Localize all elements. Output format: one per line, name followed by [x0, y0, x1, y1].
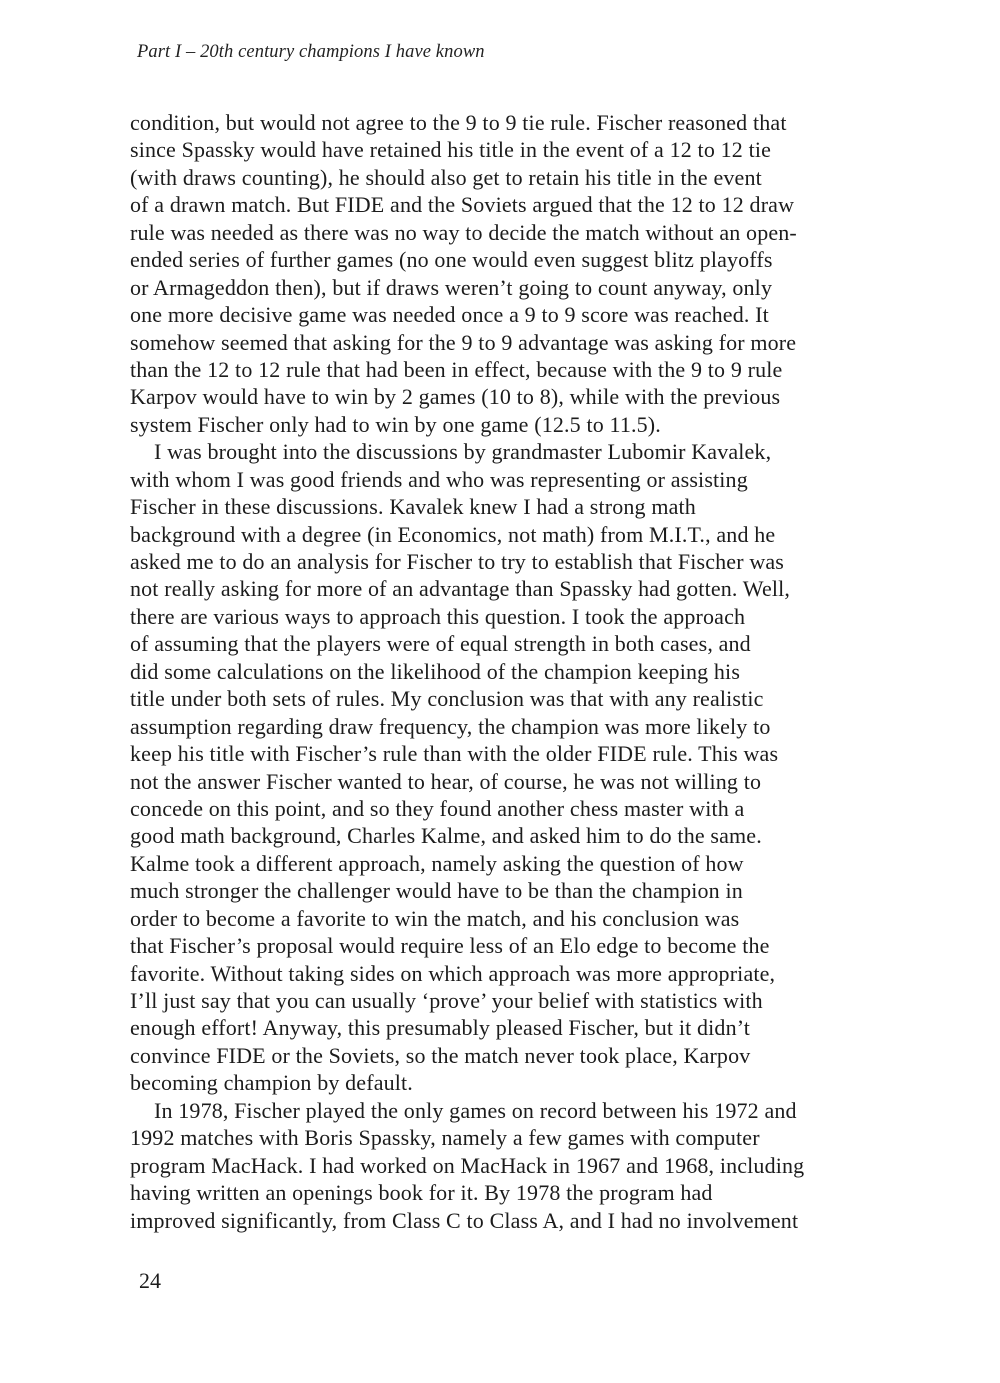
paragraph — [130, 109, 890, 438]
text-line: there are various ways to approach this question. I took the approach — [130, 603, 746, 629]
text-line: of a drawn match. But FIDE and the Soviets argued that the 12 to 12 draw — [130, 192, 795, 218]
text-line: not the answer Fischer wanted to hear, of course, he was not willing to — [130, 768, 762, 794]
paragraph — [130, 438, 890, 1097]
text-line: good math background, Charles Kalme, and asked him to do the same. — [130, 823, 762, 849]
text-line: background with a degree (in Economics, not math) from M.I.T., and he — [130, 521, 776, 547]
text-line: convince FIDE or the Soviets, so the match never took place, Karpov — [130, 1042, 751, 1068]
text-line: than the 12 to 12 rule that had been in effect, because with the 9 to 9 rule — [130, 356, 783, 382]
text-line: keep his title with Fischer’s rule than with the older FIDE rule. This was — [130, 741, 779, 767]
text-line: since Spassky would have retained his title in the event of a 12 to 12 tie — [130, 137, 772, 163]
running-header: Part I – 20th century champions I have known — [137, 42, 485, 62]
text-line: asked me to do an analysis for Fischer to try to establish that Fischer was — [130, 549, 785, 574]
text-line: or Armageddon then), but if draws weren’t going to count anyway, only — [130, 274, 773, 300]
text-line: favorite. Without taking sides on which approach was more appropriate, — [130, 960, 776, 986]
text-line: rule was needed as there was no way to decide the match without an open- — [130, 219, 797, 245]
text-line: enough effort! Anyway, this presumably pleased Fischer, but it didn’t — [130, 1015, 751, 1041]
text-line: ended series of further games (no one would even suggest blitz playoffs — [130, 247, 773, 273]
page-number: 24 — [139, 1268, 161, 1293]
text-line: did some calculations on the likelihood of the champion keeping his — [130, 658, 741, 684]
text-line: somehow seemed that asking for the 9 to 9 advantage was asking for more — [130, 329, 797, 355]
text-line: 1992 matches with Boris Spassky, namely a few games with computer — [130, 1125, 760, 1151]
text-line: with whom I was good friends and who was representing or assisting — [130, 466, 748, 492]
text-line: much stronger the challenger would have to be than the champion in — [130, 878, 743, 904]
text-line: having written an openings book for it. By 1978 the program had — [130, 1180, 713, 1206]
text-line: concede on this point, and so they found another chess master with a — [130, 795, 745, 821]
text-line: becoming champion by default. — [130, 1070, 413, 1096]
text-line: (with draws counting), he should also get to retain his title in the event — [130, 164, 762, 190]
paragraph — [130, 1097, 890, 1234]
text-line: Kalme took a different approach, namely asking the question of how — [130, 850, 744, 876]
text-line: Fischer in these discussions. Kavalek knew I had a strong math — [130, 494, 696, 520]
text-line: one more decisive game was needed once a 9 to 9 score was reached. It — [130, 302, 769, 328]
text-line: title under both sets of rules. My conclusion was that with any realistic — [130, 686, 764, 712]
text-line: I’ll just say that you can usually ‘prove’ your belief with statistics with — [130, 988, 763, 1013]
text-line: not really asking for more of an advantage than Spassky had gotten. Well, — [130, 576, 791, 602]
text-line: improved significantly, from Class C to Class A, and I had no involvement — [130, 1207, 799, 1233]
text-line: assumption regarding draw frequency, the champion was more likely to — [130, 713, 771, 739]
text-line: condition, but would not agree to the 9 to 9 tie rule. Fischer reasoned that — [130, 110, 787, 135]
text-line: In 1978, Fischer played the only games on record between his 1972 and — [154, 1097, 797, 1123]
text-line: that Fischer’s proposal would require less of an Elo edge to become the — [130, 933, 770, 959]
text-line: program MacHack. I had worked on MacHack in 1967 and 1968, including — [130, 1152, 805, 1178]
body-text — [130, 109, 890, 1234]
text-line: I was brought into the discussions by grandmaster Lubomir Kavalek, — [154, 439, 772, 465]
text-line: system Fischer only had to win by one game (12.5 to 11.5). — [130, 411, 661, 437]
text-line: of assuming that the players were of equal strength in both cases, and — [130, 631, 751, 657]
text-line: Karpov would have to win by 2 games (10 to 8), while with the previous — [130, 384, 781, 410]
text-line: order to become a favorite to win the match, and his conclusion was — [130, 905, 740, 931]
